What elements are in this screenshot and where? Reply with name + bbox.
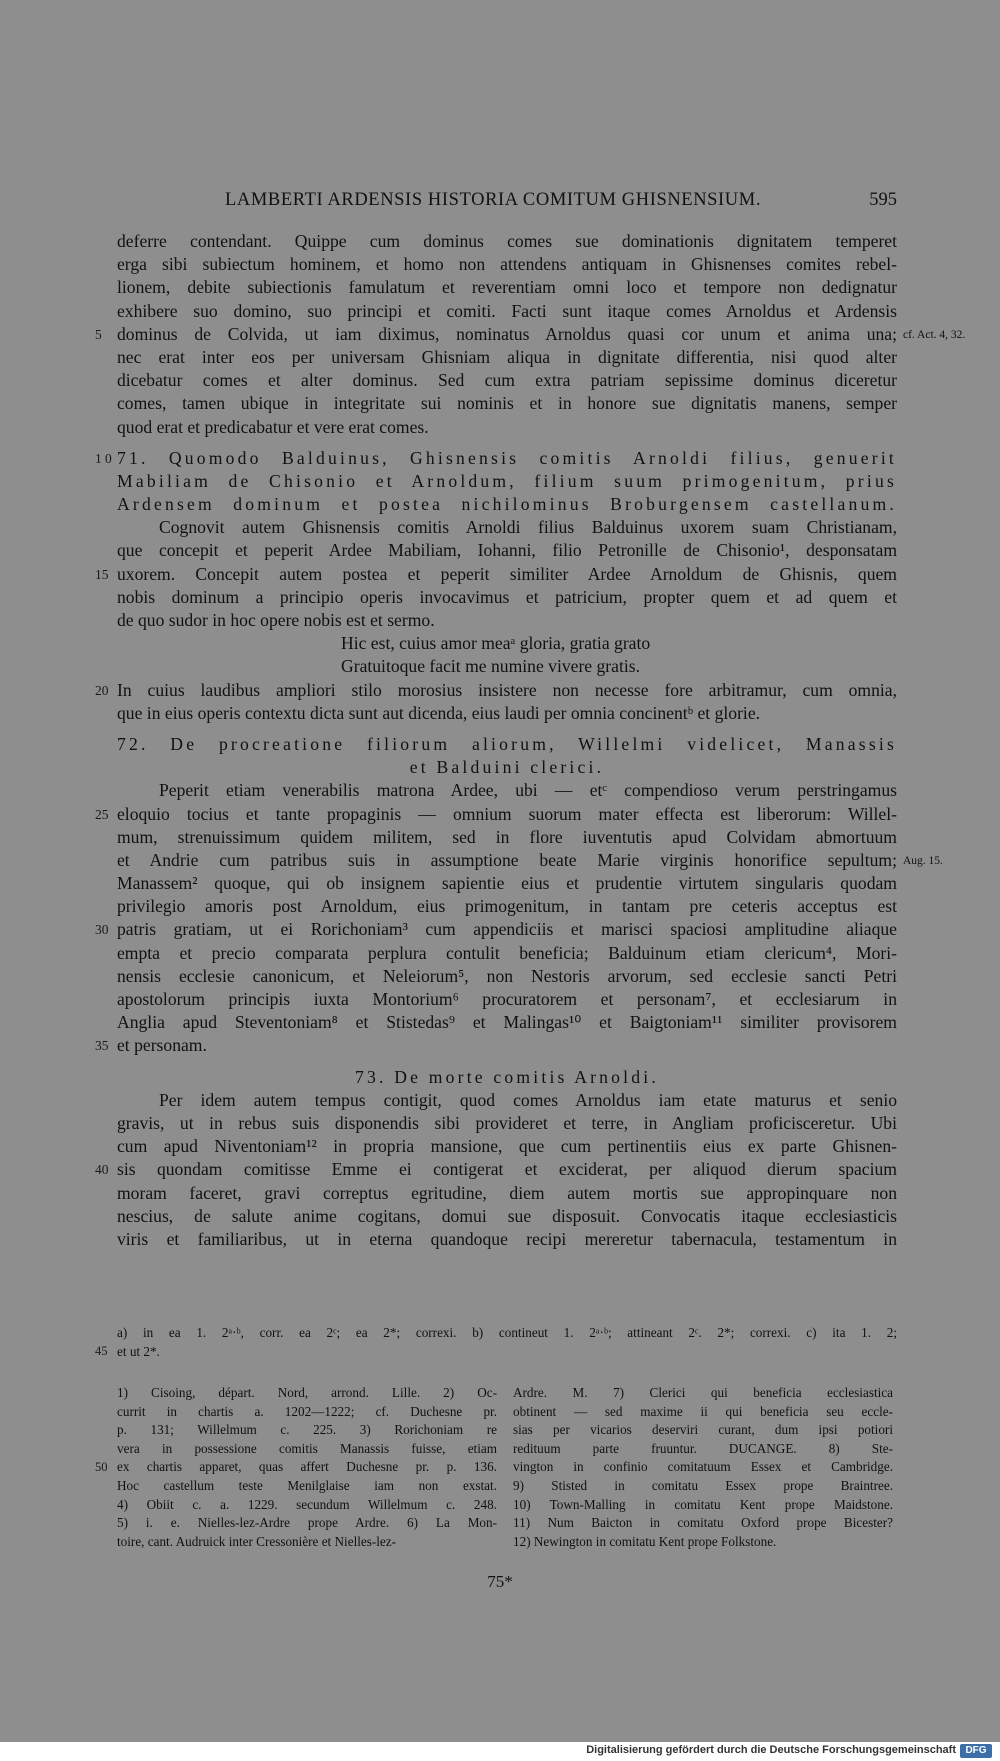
margin-note: Aug. 15.: [903, 854, 943, 867]
section-heading-line: [117, 756, 897, 779]
text-line: [117, 1496, 497, 1515]
line-text: uxorem. Concepit autem postea et peperit similiter Ardee Arnoldum de Ghisnis, quem: [117, 563, 897, 584]
line-text: empta et precio comparata perplura contulit beneficia; Balduinum etiam clericum⁴, Mori-: [117, 942, 897, 963]
main-text: [95, 230, 966, 1251]
text-line: [117, 965, 897, 988]
text-line: [117, 609, 897, 632]
text-line: [117, 988, 897, 1011]
line-text: 71. Quomodo Balduinus, Ghisnensis comitis Arnoldi filius, genuerit: [117, 447, 897, 468]
line-text: Hoc castellum teste Menilglaise iam non exstat.: [117, 1477, 497, 1493]
text-line: [117, 895, 897, 918]
text-line: [117, 1323, 897, 1342]
line-text: dominus de Colvida, ut iam diximus, nominatus Arnoldus quasi cor unum et anima una;: [117, 323, 897, 344]
line-text: privilegio amoris post Arnoldum, eius primogenitum, in tantam pre ceteris acceptus est: [117, 896, 897, 917]
line-number: 45: [95, 1344, 108, 1358]
line-text: 10) Town-Malling in comitatu Kent prope Maidstone.: [513, 1496, 893, 1512]
line-number: 25: [95, 806, 109, 822]
text-line: [117, 416, 897, 439]
funding-notice[interactable]: Digitalisierung gefördert durch die Deutsche Forschungsgemeinschaft: [586, 1744, 956, 1756]
line-text: p. 131; Willelmum c. 225. 3) Rorichoniam re: [117, 1422, 497, 1438]
text-line: [117, 1403, 497, 1422]
footer-bar: [0, 1742, 1000, 1761]
line-text: cum apud Niventoniam¹² in propria mansione, que cum pertinentiis eius ex parte Ghisnen-: [117, 1136, 897, 1157]
text-line: [513, 1421, 893, 1440]
line-text: moram faceret, gravi correptus egritudine, diem autem mortis sue appropinquare non: [117, 1182, 897, 1203]
text-line: [117, 253, 897, 276]
line-text: patris gratiam, ut ei Rorichoniam³ cum appendiciis et marisci spaciosi amplitudine aliaque: [117, 919, 897, 940]
page-number: 595: [869, 190, 897, 210]
line-number: 40: [95, 1162, 109, 1178]
footnotes-right-column: [513, 1384, 893, 1551]
line-text: Gratuitoque facit me numine vivere gratis.: [341, 656, 640, 677]
line-text: Hic est, cuius amor meaᵃ gloria, gratia grato: [341, 633, 651, 654]
line-text: mum, strenuissimum quidem militem, sed in flore iuventutis apud Colvidam abmortuum: [117, 826, 897, 847]
line-text: obtinent — sed maxime ii qui beneficia seu eccle-: [513, 1403, 893, 1419]
section-heading-line: [95, 447, 897, 470]
line-text: redituum parte fruuntur. DUCANGE. 8) Ste-: [513, 1440, 893, 1456]
line-text: currit in chartis a. 1202—1222; cf. Duchesne pr.: [117, 1403, 497, 1419]
text-line: [117, 1112, 897, 1135]
line-text: 9) Stisted in comitatu Essex prope Braintree.: [513, 1477, 893, 1493]
line-text: nensis ecclesie canonicum, et Neleiorum⁵, non Nestoris arvorum, sed ecclesie sancti Petri: [117, 965, 897, 986]
text-line: [117, 516, 897, 539]
line-text: et personam.: [117, 1035, 207, 1056]
text-line: [95, 1158, 897, 1181]
line-text: Peperit etiam venerabilis matrona Ardee, ubi — etᶜ compendioso verum perstringamus: [159, 780, 897, 801]
line-text: nec erat inter eos per universam Ghisniam aliqua in dignitate differentia, nisi quod alter: [117, 346, 897, 367]
line-text: Ardre. M. 7) Clerici qui beneficia ecclesiastica: [513, 1385, 893, 1400]
text-line: [117, 1182, 897, 1205]
section-heading-line: [117, 470, 897, 493]
text-line: [117, 1440, 497, 1459]
text-line: [117, 1135, 897, 1158]
line-text: comes, tamen ubique in integritate sui nominis et in honore sue dignitatis manens, semper: [117, 393, 897, 414]
line-text: ex chartis apparet, quas affert Duchesne pr. p. 136.: [117, 1459, 497, 1475]
text-line: [117, 1011, 897, 1034]
line-text: Cognovit autem Ghisnensis comitis Arnoldi filius Balduinus uxorem suam Christianam,: [159, 517, 897, 538]
text-line: [117, 1514, 497, 1533]
line-text: Per idem autem tempus contigit, quod comes Arnoldus iam etate maturus et senio: [159, 1089, 897, 1110]
text-line: [117, 369, 897, 392]
section-heading-line: [117, 493, 897, 516]
text-line: [117, 539, 897, 562]
line-text: sias per vicarios deserviri curant, dum ipsi potiori: [513, 1422, 893, 1438]
line-text: 11) Num Baicton in comitatu Oxford prope Bicester?: [513, 1515, 893, 1531]
text-line: [513, 1440, 893, 1459]
running-title: LAMBERTI ARDENSIS HISTORIA COMITUM GHISNENSIUM.: [225, 190, 762, 210]
text-line: [117, 632, 897, 655]
text-line: [95, 1342, 897, 1361]
page-header: [117, 190, 897, 220]
text-line: [117, 1384, 497, 1403]
text-line: [117, 300, 897, 323]
line-text: de quo sudor in hoc opere nobis est et sermo.: [117, 610, 435, 630]
line-text: erga sibi subiectum hominem, et homo non attendens antiquam in Ghisnenses comites rebel-: [117, 254, 897, 275]
text-line: [117, 586, 897, 609]
text-line: [513, 1458, 893, 1477]
text-line: [513, 1384, 893, 1403]
text-line: [117, 392, 897, 415]
line-text: 72. De procreatione filiorum aliorum, Willelmi videlicet, Manassis: [117, 733, 897, 754]
line-number: 20: [95, 682, 109, 698]
section-heading-line: [117, 733, 897, 756]
line-text: 1) Cisoing, départ. Nord, arrond. Lille. 2) Oc-: [117, 1385, 497, 1400]
text-line: [117, 1533, 497, 1552]
line-text: et ut 2*.: [117, 1344, 160, 1359]
text-line: [95, 803, 897, 826]
line-text: et Andrie cum patribus suis in assumptione beate Marie virginis honorifice sepultum;: [117, 849, 897, 870]
critical-apparatus: [95, 1323, 897, 1361]
margin-note: cf. Act. 4, 32.: [903, 328, 966, 341]
text-line: [117, 826, 897, 849]
text-line: [117, 230, 897, 253]
text-line: [117, 1089, 897, 1112]
text-line: [117, 702, 897, 725]
text-line: [117, 1205, 897, 1228]
line-number: 5: [95, 326, 102, 342]
dfg-logo-icon[interactable]: DFG: [960, 1744, 992, 1758]
line-text: sis quondam comitisse Emme ei contigerat et exciderat, per aliquod dierum spacium: [117, 1159, 897, 1180]
line-text: Ardensem dominum et postea nichilominus Broburgensem castellanum.: [117, 494, 897, 515]
line-number: 30: [95, 922, 109, 938]
line-number: 10: [95, 450, 115, 466]
line-text: Mabiliam de Chisonio et Arnoldum, filium suum primogenitum, prius: [117, 470, 897, 491]
line-text: lionem, debite subiectionis famulatum et reverentiam omni loco et tempore non dedignatur: [117, 277, 897, 298]
text-line: [117, 1421, 497, 1440]
line-text: deferre contendant. Quippe cum dominus comes sue dominationis dignitatem temperet: [117, 231, 897, 251]
text-line: [117, 872, 897, 895]
text-line: [95, 563, 897, 586]
text-line: [117, 942, 897, 965]
text-line: [117, 779, 897, 802]
text-line: [513, 1403, 893, 1422]
text-line: [95, 918, 897, 941]
line-number: 35: [95, 1038, 109, 1054]
line-text: exhibere suo domino, suo principi et comiti. Facti sunt itaque comes Arnoldus et Ardensis: [117, 300, 897, 321]
section-heading-line: [117, 1066, 897, 1089]
text-line: [513, 1514, 893, 1533]
line-text: vera in possessione comitis Manassis fuisse, etiam: [117, 1440, 497, 1456]
line-text: viris et familiaribus, ut in eterna quandoque recipi mereretur tabernacula, testamentum in: [117, 1228, 897, 1249]
line-text: nobis dominum a principio operis invocavimus et patricium, propter quem et ad quem et: [117, 586, 897, 607]
line-text: Anglia apud Steventoniam⁸ et Stistedas⁹ et Malingas¹⁰ et Baigtoniam¹¹ similiter provisorem: [117, 1012, 897, 1033]
line-text: 73. De morte comitis Arnoldi.: [355, 1066, 659, 1087]
line-text: que in eius operis contextu dicta sunt aut dicenda, eius laudi per omnia concinentᵇ et glorie.: [117, 702, 761, 723]
line-text: 4) Obiit c. a. 1229. secundum Willelmum c. 248.: [117, 1496, 497, 1512]
line-text: In cuius laudibus ampliori stilo morosius insistere non necesse fore arbitramur, cum omnia,: [117, 679, 897, 700]
text-line: [513, 1533, 893, 1552]
text-line: [95, 679, 897, 702]
line-text: dicebatur comes et alter dominus. Sed cum extra patriam sepissime dominus diceretur: [117, 370, 897, 391]
text-line: [117, 346, 897, 369]
footnotes-left-column: [95, 1384, 497, 1551]
line-number: 15: [95, 566, 109, 582]
text-line: [95, 1034, 897, 1057]
text-line: [95, 323, 966, 346]
text-line: [117, 849, 943, 872]
line-number: 50: [95, 1460, 108, 1475]
text-line: [117, 276, 897, 299]
line-text: apostolorum principis iuxta Montorium⁶ procuratorem et personam⁷, et ecclesiarum in: [117, 989, 897, 1009]
line-text: et Balduini clerici.: [409, 757, 605, 778]
text-line: [117, 1477, 497, 1496]
line-text: gravis, ut in rebus suis disponendis sibi provideret et terre, in Angliam proficisceretur. Ubi: [117, 1112, 897, 1133]
line-text: nescius, de salute anime cogitans, domui sue disposuit. Convocatis itaque ecclesiasticis: [117, 1205, 897, 1226]
line-text: vington in confinio comitatuum Essex et Cambridge.: [513, 1459, 893, 1475]
line-text: Manassem² quoque, qui ob insignem sapientie eius et prudentie virtutem singularis quodam: [117, 873, 897, 894]
line-text: que concepit et peperit Ardee Mabiliam, Iohanni, filio Petronille de Chisonio¹, desponsatam: [117, 540, 897, 561]
line-text: quod erat et predicabatur et vere erat comes.: [117, 416, 429, 437]
line-text: 12) Newington in comitatu Kent prope Folkstone.: [513, 1533, 777, 1549]
line-text: toire, cant. Audruick inter Cressonière et Nielles-lez-: [117, 1533, 397, 1549]
line-text: eloquio tocius et tante propaginis — omnium suorum mater effecta est liberorum: Willel-: [117, 803, 897, 824]
text-line: [117, 655, 897, 678]
signature-mark: 75*: [487, 1572, 513, 1591]
text-line: [513, 1496, 893, 1515]
line-text: 5) i. e. Nielles-lez-Ardre prope Ardre. 6) La Mon-: [117, 1515, 497, 1531]
text-line: [117, 1228, 897, 1251]
text-line: [513, 1477, 893, 1496]
line-text: a) in ea 1. 2ᵃ·ᵇ, corr. ea 2ᶜ; ea 2*; correxi. b) contineut 1. 2ᵃ·ᵇ; attineant 2ᶜ. 2*; correxi. c) ita 1. 2;: [117, 1325, 897, 1340]
text-line: [95, 1458, 497, 1477]
